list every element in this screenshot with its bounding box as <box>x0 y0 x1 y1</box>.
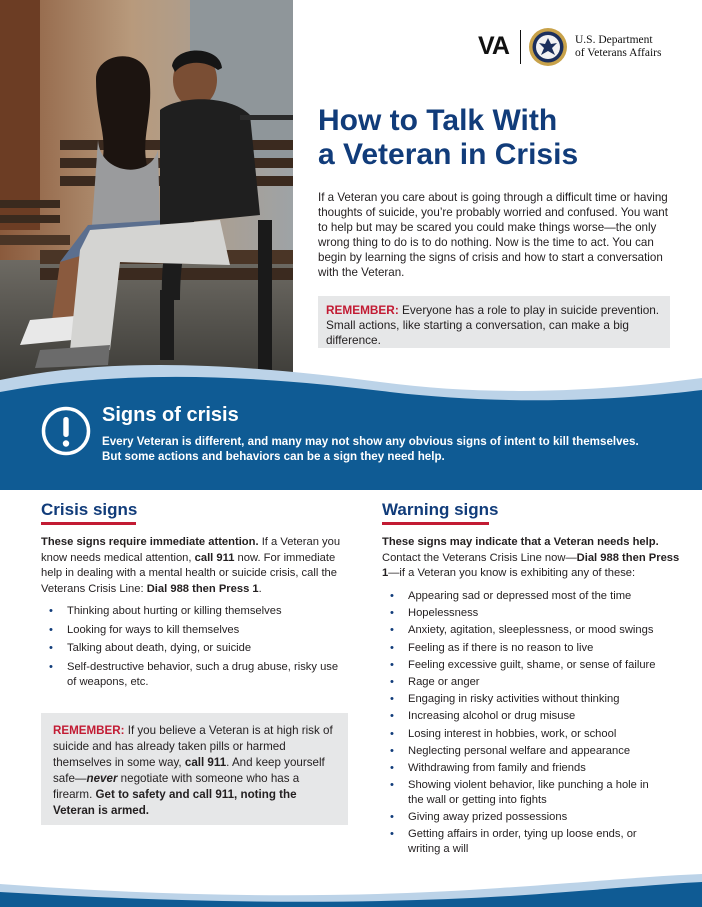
crisis-lead-call: call 911 <box>194 551 235 564</box>
list-item: • Talking about death, dying, or suicide <box>41 641 341 657</box>
title-line-2: a Veteran in Crisis <box>318 138 579 171</box>
page-title <box>318 104 578 172</box>
remember-label: REMEMBER: <box>53 724 125 737</box>
remember-text-2: . And keep yourself safe— <box>53 756 325 785</box>
warning-signs-heading: Warning signs <box>382 500 499 519</box>
list-item: • Engaging in risky activities without thinking <box>382 692 672 707</box>
remember-never: never <box>86 772 118 785</box>
list-item: • Losing interest in hobbies, work, or school <box>382 727 672 742</box>
crisis-lead-1: If a Veteran you know needs medical attention, <box>41 536 341 564</box>
crisis-lead-end: . <box>258 582 262 595</box>
va-wordmark: VA <box>478 32 509 60</box>
remember-callout-top <box>318 296 670 348</box>
list-item: • Giving away prized possessions <box>382 810 672 825</box>
remember-callout-bottom <box>41 713 348 825</box>
remember-text: Everyone has a role to play in suicide prevention. Small actions, like starting a conversation, can make a big difference. <box>326 303 660 347</box>
signs-of-crisis-text: Every Veteran is different, and many may not show any obvious signs of intent to kill themselves. But some actions and behaviors can be a sign they need help. <box>102 435 639 463</box>
crisis-lead-2: now. For immediate help in dealing with a mental health or suicide crisis, call the Veterans Crisis Line: <box>41 551 338 595</box>
warning-lead-2: —if a Veteran you know is exhibiting any of these: <box>388 567 636 579</box>
list-item: • Looking for ways to kill themselves <box>41 623 341 639</box>
list-item: • Appearing sad or depressed most of the time <box>382 589 672 604</box>
crisis-signs-heading: Crisis signs <box>41 500 138 519</box>
warning-signs-intro <box>382 535 682 582</box>
list-item: • Showing violent behavior, like punching a hole in the wall or getting into fights <box>382 778 658 808</box>
list-item: • Thinking about hurting or killing themselves <box>41 604 341 620</box>
warning-lead-bold: These signs may indicate that a Veteran needs help. <box>382 536 659 548</box>
remember-text-1: If you believe a Veteran is at high risk of suicide and has already taken pills or harmed themselves in some way, <box>53 724 333 769</box>
dept-line-2: of Veterans Affairs <box>575 47 662 59</box>
list-item: • Feeling as if there is no reason to live <box>382 641 672 656</box>
warning-lead-1: Contact the Veterans Crisis Line now— <box>382 551 577 564</box>
crisis-lead-bold: These signs require immediate attention. <box>41 536 259 548</box>
list-item: • Getting affairs in order, tying up loose ends, or writing a will <box>382 827 643 857</box>
list-item: • Increasing alcohol or drug misuse <box>382 709 672 724</box>
remember-bold-end: Get to safety and call 911, noting the Veteran is armed. <box>53 788 297 817</box>
remember-call: call 911 <box>184 756 227 769</box>
list-item: • Neglecting personal welfare and appearance <box>382 744 672 759</box>
list-item: • Self-destructive behavior, such a drug abuse, risky use of weapons, etc. <box>41 660 341 691</box>
list-item: • Hopelessness <box>382 606 672 621</box>
remember-label: REMEMBER: <box>326 303 399 317</box>
hero-photo <box>0 0 293 380</box>
signs-of-crisis-title: Signs of crisis <box>102 404 239 426</box>
va-seal-icon <box>528 27 568 67</box>
title-line-1: How to Talk With <box>318 104 558 137</box>
footer-wave <box>0 870 702 907</box>
va-logo <box>478 26 678 68</box>
list-item: • Withdrawing from family and friends <box>382 761 672 776</box>
remember-text-3: negotiate with someone who has a firearm. <box>53 772 300 801</box>
warning-signs-list <box>382 589 672 857</box>
list-item: • Feeling excessive guilt, shame, or sense of failure <box>382 658 672 673</box>
list-item: • Anxiety, agitation, sleeplessness, or mood swings <box>382 623 672 638</box>
warning-lead-dial: Dial 988 then Press 1 <box>382 551 680 579</box>
crisis-lead-dial: Dial 988 then Press 1 <box>146 582 259 595</box>
crisis-signs-list <box>41 604 341 691</box>
crisis-signs-intro <box>41 535 346 597</box>
dept-line-1: U.S. Department <box>575 34 653 46</box>
exclamation-icon <box>40 405 92 457</box>
list-item: • Rage or anger <box>382 675 672 690</box>
warning-heading-underline <box>382 522 489 525</box>
logo-divider <box>520 30 521 64</box>
crisis-heading-underline <box>41 522 136 525</box>
intro-paragraph: If a Veteran you care about is going through a difficult time or having thoughts of suicide, you’re probably worried and confused. You want to help but may be scared you could make things worse—the only wrong thing to do is to do nothing. Now is the time to act. You can begin by learning the signs of crisis and how to start a conversation with the Veteran. <box>318 191 668 279</box>
department-name <box>575 34 661 60</box>
